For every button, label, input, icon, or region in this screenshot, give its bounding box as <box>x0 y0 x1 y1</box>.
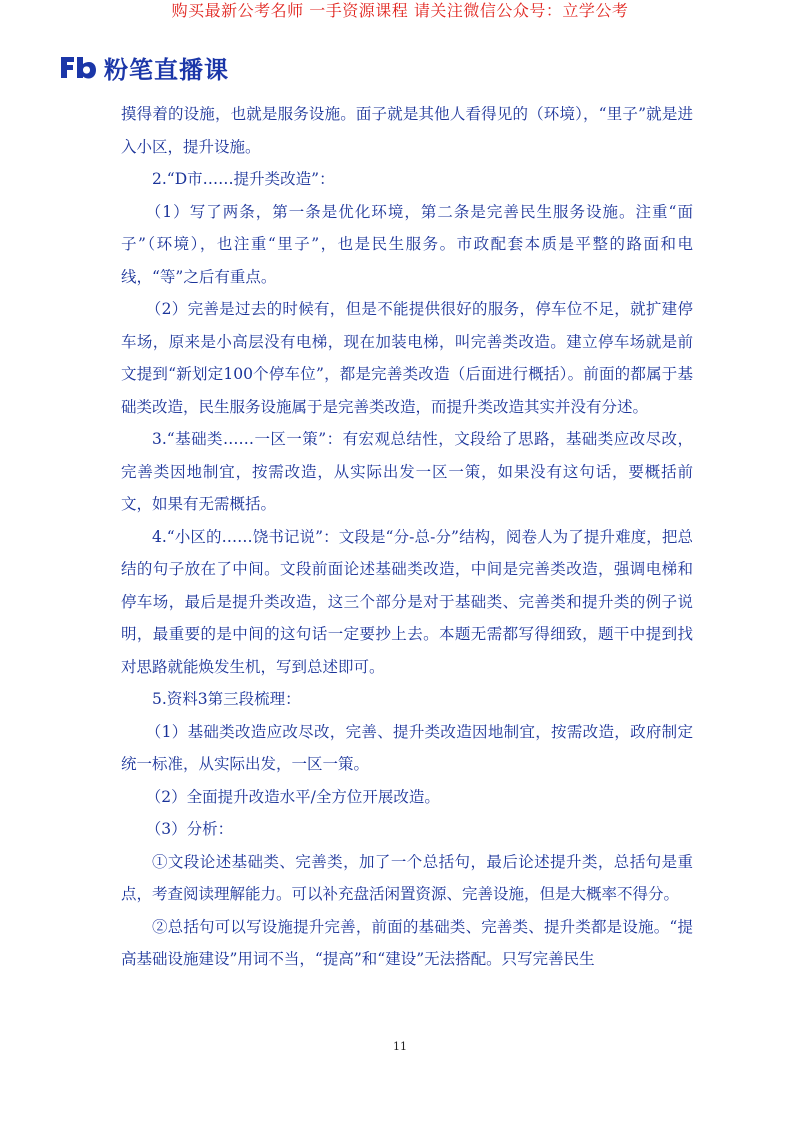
paragraph: 摸得着的设施，也就是服务设施。面子就是其他人看得见的（环境），“里子”就是进入小区，提升设施。 <box>121 105 693 156</box>
fb-logo-icon <box>58 53 98 81</box>
paragraph: 2.“D市……提升类改造”： <box>152 170 335 188</box>
document-body <box>121 98 693 976</box>
paragraph: （2）完善是过去的时候有，但是不能提供很好的服务，停车位不足，就扩建停车场，原来是小高层没有电梯，现在加装电梯，叫完善类改造。建立停车场就是前文提到“新划定100个停车位”，都是完善类改造（后面进行概括）。前面的都属于基础类改造，民生服务设施属于是完善类改造，而提升类改造其实并没有分述。 <box>121 300 693 416</box>
paragraph: （3）分析： <box>145 820 234 838</box>
brand-logo <box>58 50 229 84</box>
paragraph: ①文段论述基础类、完善类，加了一个总括句，最后论述提升类，总括句是重点，考查阅读理解能力。可以补充盘活闲置资源、完善设施，但是大概率不得分。 <box>121 852 693 903</box>
brand-name: 粉笔直播课 <box>104 55 229 84</box>
page-number: 11 <box>393 1040 407 1053</box>
paragraph: ②总括句可以写设施提升完善，前面的基础类、完善类、提升类都是设施。“提高基础设施建设”用词不当，“提高”和“建设”无法搭配。只写完善民生 <box>121 917 693 968</box>
paragraph: （1）写了两条，第一条是优化环境，第二条是完善民生服务设施。注重“面子”（环境），也注重“里子”，也是民生服务。市政配套本质是平整的路面和电线，“等”之后有重点。 <box>121 202 693 286</box>
paragraph: （2）全面提升改造水平/全方位开展改造。 <box>145 787 440 806</box>
paragraph: 4.“小区的……饶书记说”：文段是“分-总-分”结构，阅卷人为了提升难度，把总结的句子放在了中间。文段前面论述基础类改造，中间是完善类改造，强调电梯和停车场，最后是提升类改造，这三个部分是对于基础类、完善类和提升类的例子说明，最重要的是中间的这句话一定要抄上去。本题无需都写得细致，题干中提到找对思路就能焕发生机，写到总述即可。 <box>121 527 693 676</box>
paragraph: 5.资料3第三段梳理： <box>152 690 301 708</box>
promo-banner: 购买最新公考名师 一手资源课程 请关注微信公众号：立学公考 <box>171 1 629 20</box>
paragraph: （1）基础类改造应改尽改，完善、提升类改造因地制宜，按需改造，政府制定统一标准，从实际出发，一区一策。 <box>121 722 693 773</box>
paragraph: 3.“基础类……一区一策”：有宏观总结性，文段给了思路，基础类应改尽改，完善类因地制宜，按需改造，从实际出发一区一策，如果没有这句话，要概括前文，如果有无需概括。 <box>121 430 693 513</box>
